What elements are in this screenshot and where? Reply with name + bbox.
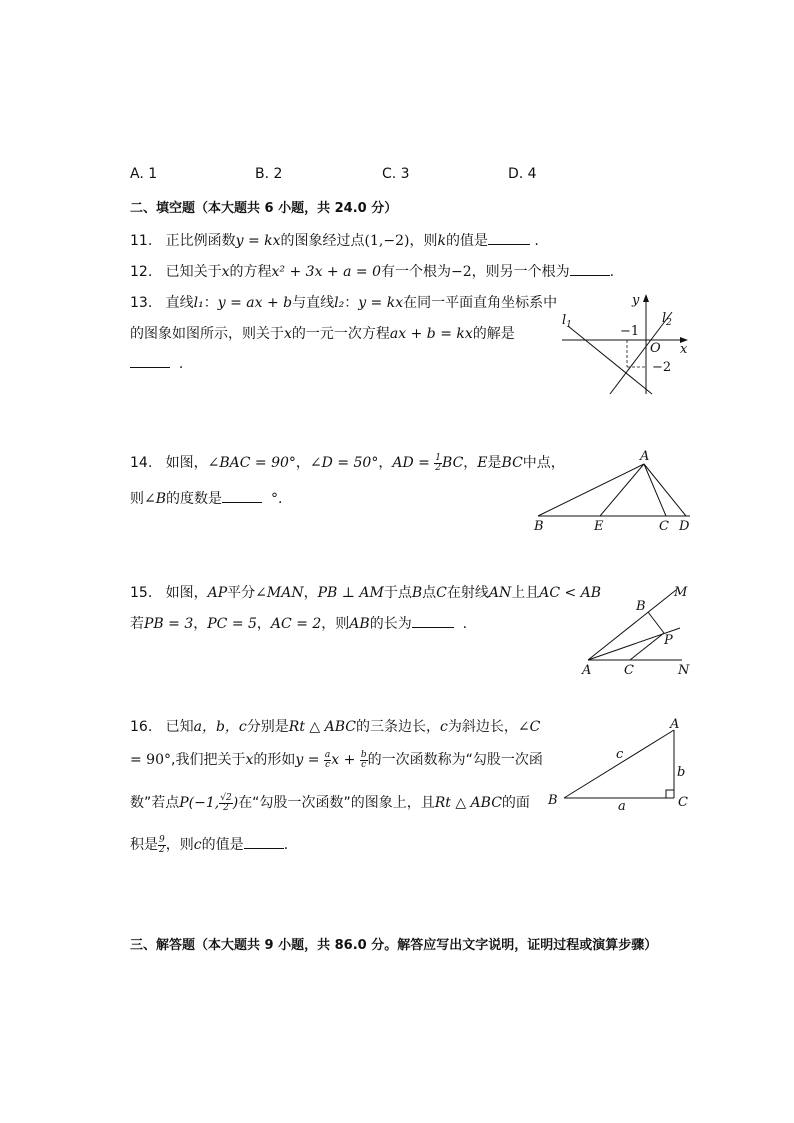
equation: ax + b = kx (389, 326, 473, 342)
segment-ab (538, 464, 644, 516)
text: 的方程 (229, 264, 272, 280)
angle: ∠BAC = 90° (207, 455, 296, 471)
figure-14-triangle (528, 446, 698, 532)
point: E (477, 455, 488, 471)
choice-c: C. 3 (382, 166, 410, 182)
text: . (178, 356, 184, 372)
text: 的值是 (201, 837, 244, 853)
text: 的面 (501, 795, 530, 811)
ray-am (588, 590, 676, 660)
text: 的长为 (369, 616, 412, 632)
point: (1,−2) (364, 233, 410, 249)
line-l2-label: $l_2$ (662, 311, 672, 328)
text: 的一次函数称为“勾股一次函 (367, 752, 543, 768)
equation: PB = 3 (144, 616, 194, 632)
text: 若 (130, 616, 144, 632)
vertex-label-a: A (670, 717, 680, 732)
section-2-title: 二、填空题（本大题共 6 小题，共 24.0 分） (130, 201, 398, 216)
text: ，则 (165, 837, 194, 853)
point-label-n: N (678, 663, 690, 678)
text: 如图， (165, 455, 208, 471)
text: 点 (422, 585, 437, 601)
answer-blank[interactable] (570, 263, 610, 276)
text: 在“勾股一次函数”的图象上，且 (238, 795, 435, 811)
text: 的解是 (472, 326, 515, 342)
variable: x (284, 326, 292, 342)
text: . (609, 264, 615, 280)
answer-blank[interactable] (244, 836, 284, 849)
point-label-a: A (582, 663, 592, 678)
question-16-line-1 (130, 716, 540, 736)
question-number: 11. (130, 233, 153, 249)
fraction-a-over-c: $\frac{a}{c}$ (324, 749, 331, 770)
variable: k (437, 233, 446, 249)
text: 的值是 (445, 233, 488, 249)
text: ： (344, 295, 359, 311)
text: 是 (487, 455, 502, 471)
vertex-label-b: B (534, 519, 544, 532)
relation: AC < AB (539, 585, 602, 601)
text: ， (303, 585, 318, 601)
variable: c (193, 837, 202, 853)
question-number: 13. (130, 295, 153, 311)
text: ， (295, 455, 310, 471)
side-label-b: b (677, 765, 686, 780)
fraction-b-over-c: $\frac{b}{c}$ (360, 749, 367, 770)
point: C (436, 585, 447, 601)
text: 于点 (383, 585, 412, 601)
angle: ∠C (517, 719, 541, 735)
text: 有一个根为 (381, 264, 451, 280)
right-angle-mark-icon (666, 790, 674, 798)
text: ， (256, 616, 271, 632)
text: ，则 (409, 233, 438, 249)
triangle: Rt △ ABC (434, 795, 502, 811)
question-13-line-1 (130, 292, 557, 312)
text: 为斜边长， (447, 719, 518, 735)
origin-label: O (650, 341, 661, 356)
relation: PB ⊥ AM (317, 585, 384, 601)
segment-ac (644, 464, 666, 516)
point-label-c: C (624, 663, 634, 678)
tick-label-neg-1: −1 (620, 324, 640, 339)
text: ，则 (321, 616, 350, 632)
segment: AB (349, 616, 370, 632)
text: 的度数是 (166, 491, 223, 507)
question-16-line-2 (130, 749, 543, 770)
question-number: 15. (130, 585, 153, 601)
question-14-line-2 (130, 488, 282, 508)
side-label-a: a (618, 799, 626, 814)
text: 如图， (165, 585, 208, 601)
y-axis-arrow-icon (643, 294, 649, 302)
text: 已知关于 (165, 264, 222, 280)
point-label-p: P (664, 633, 673, 648)
text: 的三条边长， (356, 719, 440, 735)
segment-pc (630, 633, 664, 660)
angle: ∠D = 50° (309, 455, 379, 471)
line-l1-label: $l_1$ (562, 313, 572, 330)
equation: y = kx (358, 295, 404, 311)
text: ， (463, 455, 478, 471)
text: 的图象如图所示，则关于 (130, 326, 284, 342)
side-c (564, 730, 674, 798)
equation: PC = 5 (207, 616, 257, 632)
fraction-one-half: $\frac{1}{2}$ (435, 452, 442, 473)
variable: c (440, 719, 448, 735)
variable: x (245, 752, 254, 768)
question-number: 16. (130, 719, 153, 735)
segment-ad (644, 464, 686, 516)
equation: AD = (392, 455, 430, 471)
equation: y = (295, 752, 320, 768)
value: −2 (451, 264, 472, 280)
figure-13-coordinate-graph (556, 290, 696, 400)
question-11 (130, 230, 539, 250)
equation: x + (331, 752, 356, 768)
question-14-line-1 (130, 452, 565, 473)
text: ， (193, 616, 208, 632)
question-12 (130, 261, 614, 281)
segment-ae (600, 464, 644, 516)
segment: BC (501, 455, 523, 471)
figure-15-angle-bisector (576, 580, 696, 678)
text: ,我们把关于 (171, 752, 246, 768)
line-l1 (568, 326, 652, 394)
text: 数”若点 (130, 795, 180, 811)
side-label-c: c (616, 747, 624, 762)
answer-blank[interactable] (222, 490, 262, 503)
text: 的形如 (253, 752, 296, 768)
text: 上且 (511, 585, 540, 601)
question-13-line-3 (130, 355, 183, 372)
angle: ∠B (144, 491, 167, 507)
question-number: 12. (130, 264, 153, 280)
question-16-line-4 (130, 834, 288, 855)
text: 直线 (165, 295, 194, 311)
text: 中点， (522, 455, 565, 471)
triangle: Rt △ ABC (288, 719, 356, 735)
text: 正比例函数 (165, 233, 236, 249)
choice-b: B. 2 (255, 166, 283, 182)
question-15-line-2 (130, 613, 467, 633)
segment: AP (207, 585, 228, 601)
text: 在同一平面直角坐标系中 (403, 295, 558, 311)
angle: ∠MAN (255, 585, 304, 601)
line-name: l₁ (193, 295, 204, 311)
text: 分别是 (246, 719, 289, 735)
text: 则 (130, 491, 144, 507)
text: ， (378, 455, 393, 471)
choice-d: D. 4 (508, 166, 537, 182)
vertex-label-e: E (594, 519, 604, 532)
y-axis-label: y (632, 293, 640, 308)
text: ： (203, 295, 218, 311)
equation: y = ax + b (217, 295, 293, 311)
text: . (283, 837, 289, 853)
equation: x² + 3x + a = 0 (271, 264, 381, 280)
equation: = 90° (130, 752, 171, 768)
answer-blank[interactable] (412, 615, 454, 628)
text: 平分 (227, 585, 256, 601)
answer-blank[interactable] (488, 232, 530, 245)
text: . (534, 233, 539, 249)
question-number: 14. (130, 455, 153, 471)
text: ，则另一个根为 (471, 264, 570, 280)
question-16-line-3 (130, 792, 530, 813)
equation: AC = 2 (270, 616, 322, 632)
vertex-label-c: C (678, 795, 688, 810)
vertex-label-c: C (659, 519, 669, 532)
text: 已知 (165, 719, 194, 735)
tick-label-neg-2: −2 (652, 360, 672, 375)
equation: y = kx (235, 233, 281, 249)
ray: AN (488, 585, 512, 601)
point: ) (232, 795, 239, 811)
point: P(−1, (179, 795, 220, 811)
text: 与直线 (292, 295, 335, 311)
text: °. (270, 491, 283, 507)
point-label-b: B (636, 599, 646, 614)
fraction-9-over-2: $\frac{9}{2}$ (159, 834, 165, 855)
answer-blank[interactable] (130, 355, 170, 368)
text: 的图象经过点 (280, 233, 365, 249)
figure-16-right-triangle (540, 714, 696, 814)
text: 积是 (130, 837, 158, 853)
choice-a: A. 1 (130, 166, 158, 182)
x-axis-label: x (680, 342, 688, 357)
segment-pb (648, 612, 664, 633)
section-3-title: 三、解答题（本大题共 9 小题，共 86.0 分。解答应写出文字说明，证明过程或演算步骤） (130, 938, 658, 953)
fraction-sqrt2-over-2: $\frac{√2}{2}$ (220, 792, 232, 813)
vertex-label-b: B (548, 793, 558, 808)
question-13-line-2 (130, 323, 515, 343)
line-name: l₂ (334, 295, 345, 311)
vertex-label-a: A (640, 449, 650, 464)
segment: BC (442, 455, 464, 471)
point: B (411, 585, 423, 601)
variable: x (221, 264, 230, 280)
point-label-m: M (674, 585, 688, 600)
question-15-line-1 (130, 582, 601, 602)
variables: a，b，c (193, 719, 247, 735)
text: 在射线 (446, 585, 489, 601)
text: . (462, 616, 468, 632)
text: 的一元一次方程 (291, 326, 390, 342)
vertex-label-d: D (679, 519, 690, 532)
